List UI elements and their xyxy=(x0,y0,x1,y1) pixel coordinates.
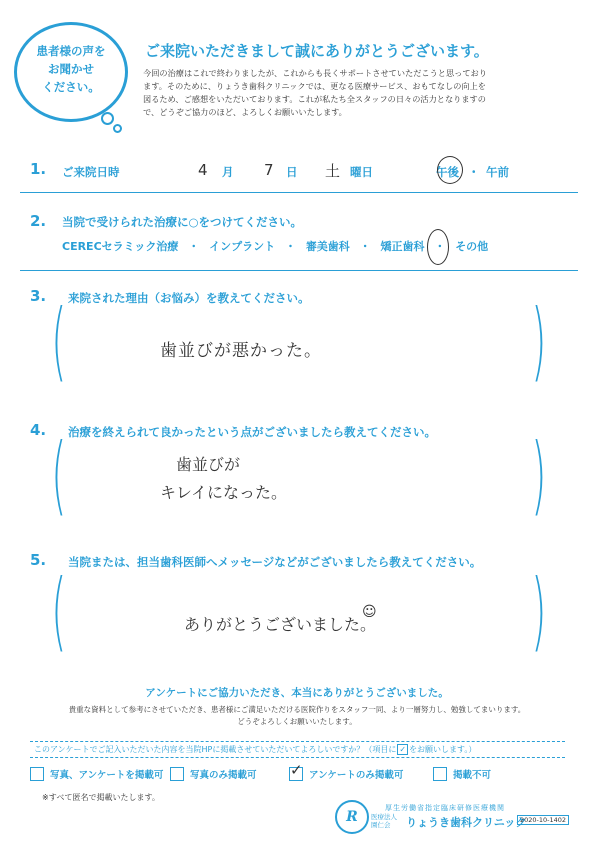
q1-weekday-value[interactable]: 土 xyxy=(325,162,341,180)
clinic-designation: 厚生労働省指定臨床研修医療機関 xyxy=(385,804,505,812)
option-label: 写真のみ掲載可 xyxy=(190,770,257,781)
right-bracket: ) xyxy=(531,561,547,661)
thank-you-heading: アンケートにご協力いただき、本当にありがとうございました。 xyxy=(145,687,449,699)
q1-month-unit: 月 xyxy=(222,165,234,179)
page-title: ご来院いただきまして誠にありがとうございます。 xyxy=(145,42,489,60)
treatment-option-cerec[interactable]: CERECセラミック治療 xyxy=(62,240,179,253)
treatment-option-other[interactable]: その他 xyxy=(455,240,489,253)
treatment-option-aesthetic[interactable]: 審美歯科 xyxy=(305,240,350,253)
q1-day-unit: 日 xyxy=(286,165,298,179)
bubble-tail-dot xyxy=(101,112,114,125)
clinic-corporation xyxy=(371,813,397,829)
smiley-doodle-icon: ☺ xyxy=(362,604,377,620)
q4-answer-line[interactable]: キレイになった。 xyxy=(160,483,288,502)
treatment-option-implant[interactable]: インプラント xyxy=(209,240,276,253)
checkbox-photo-and-survey[interactable] xyxy=(30,767,44,781)
bubble-text xyxy=(14,42,128,96)
corp-line: 園仁会 xyxy=(371,821,391,829)
bubble-tail-dot-small xyxy=(113,124,122,133)
q3-label: 来院された理由（お悩み）を教えてください。 xyxy=(68,291,310,305)
option-label: 写真、アンケートを掲載可 xyxy=(50,770,164,781)
bubble-line: お聞かせ xyxy=(48,62,94,76)
treatment-option-orthodontic[interactable]: 矯正歯科 xyxy=(380,240,425,253)
consent-text-after: をお願いします。） xyxy=(409,745,477,754)
q4-label: 治療を終えられて良かったという点がございましたら教えてください。 xyxy=(68,425,436,439)
checkbox-photo-only[interactable] xyxy=(170,767,184,781)
q3-answer[interactable]: 歯並びが悪かった。 xyxy=(160,341,322,361)
bubble-line: ください。 xyxy=(42,80,100,94)
q4-number: 4. xyxy=(30,421,47,439)
consent-question xyxy=(34,744,476,755)
q2-number: 2. xyxy=(30,212,47,230)
clinic-name: りょうき歯科クリニック xyxy=(406,816,527,829)
intro-line: で、どうぞご協力のほど、よろしくお願いいたします。 xyxy=(143,107,347,117)
pm-circle-mark xyxy=(437,156,463,184)
checkmark-icon: ✓ xyxy=(290,761,303,779)
option-separator: ・ xyxy=(359,240,371,253)
orthodontic-circle-mark xyxy=(427,229,449,265)
footer-line: どうぞよろしくお願いいたします。 xyxy=(237,717,357,726)
q2-options-row xyxy=(62,238,488,254)
q1-am-option[interactable]: 午前 xyxy=(486,165,509,179)
q4-answer-line[interactable]: 歯並びが xyxy=(176,455,241,474)
q1-month-value[interactable]: 4 xyxy=(198,161,208,179)
left-bracket: ( xyxy=(51,291,67,391)
intro-line: 図るため、ご感想をいただいております。これが私たち全スタッフの日々の活力となりますの xyxy=(143,94,486,104)
q5-answer[interactable]: ありがとうございました。 xyxy=(184,615,377,634)
document-code: 2020-10-1402 xyxy=(517,815,569,825)
q1-label: ご来院日時 xyxy=(62,165,120,179)
q1-number: 1. xyxy=(30,160,47,178)
option-separator: ・ xyxy=(434,240,446,253)
divider xyxy=(20,192,578,193)
q1-separator: ・ xyxy=(468,165,480,179)
clinic-logo: R xyxy=(335,800,369,834)
checkbox-no-publish[interactable] xyxy=(433,767,447,781)
left-bracket: ( xyxy=(51,561,67,661)
q5-number: 5. xyxy=(30,551,47,569)
q1-weekday-unit: 曜日 xyxy=(350,165,373,179)
left-bracket: ( xyxy=(51,425,67,525)
right-bracket: ) xyxy=(531,425,547,525)
footer-line: 貴重な資料として参考にさせていただき、患者様にご満足いただける医院作りをスタッフ一同、より一層努力し、勉強してまいります。 xyxy=(68,705,526,714)
consent-text-before: このアンケートでご記入いただいた内容を当院HPに掲載させていただいてよろしいですか？（項目に xyxy=(34,745,397,754)
q3-number: 3. xyxy=(30,287,47,305)
anonymity-note: ※すべて匿名で掲載いたします。 xyxy=(42,793,160,802)
intro-text xyxy=(143,67,543,119)
thank-you-text xyxy=(0,704,594,728)
q1-day-value[interactable]: 7 xyxy=(264,161,274,179)
option-separator: ・ xyxy=(284,240,296,253)
right-bracket: ) xyxy=(531,291,547,391)
intro-line: ます。そのために、りょうき歯科クリニックでは、更なる医療サービス、おもてなしの向上を xyxy=(143,81,486,91)
intro-line: 今回の治療はこれで終わりましたが、これからも長くサポートさせていただこうと思っており xyxy=(143,68,487,78)
consent-check-sample-icon: ✓ xyxy=(399,745,407,754)
option-separator: ・ xyxy=(188,240,200,253)
option-label: アンケートのみ掲載可 xyxy=(309,770,404,781)
q5-label: 当院または、担当歯科医師へメッセージなどがございましたら教えてください。 xyxy=(68,555,482,569)
option-label: 掲載不可 xyxy=(453,770,492,781)
q1-pm-option[interactable]: 午後 xyxy=(436,165,459,179)
q2-label: 当院で受けられた治療に○をつけてください。 xyxy=(62,215,303,229)
bubble-line: 患者様の声を xyxy=(36,44,106,58)
corp-line: 医療法人 xyxy=(371,813,397,821)
divider xyxy=(20,270,578,271)
